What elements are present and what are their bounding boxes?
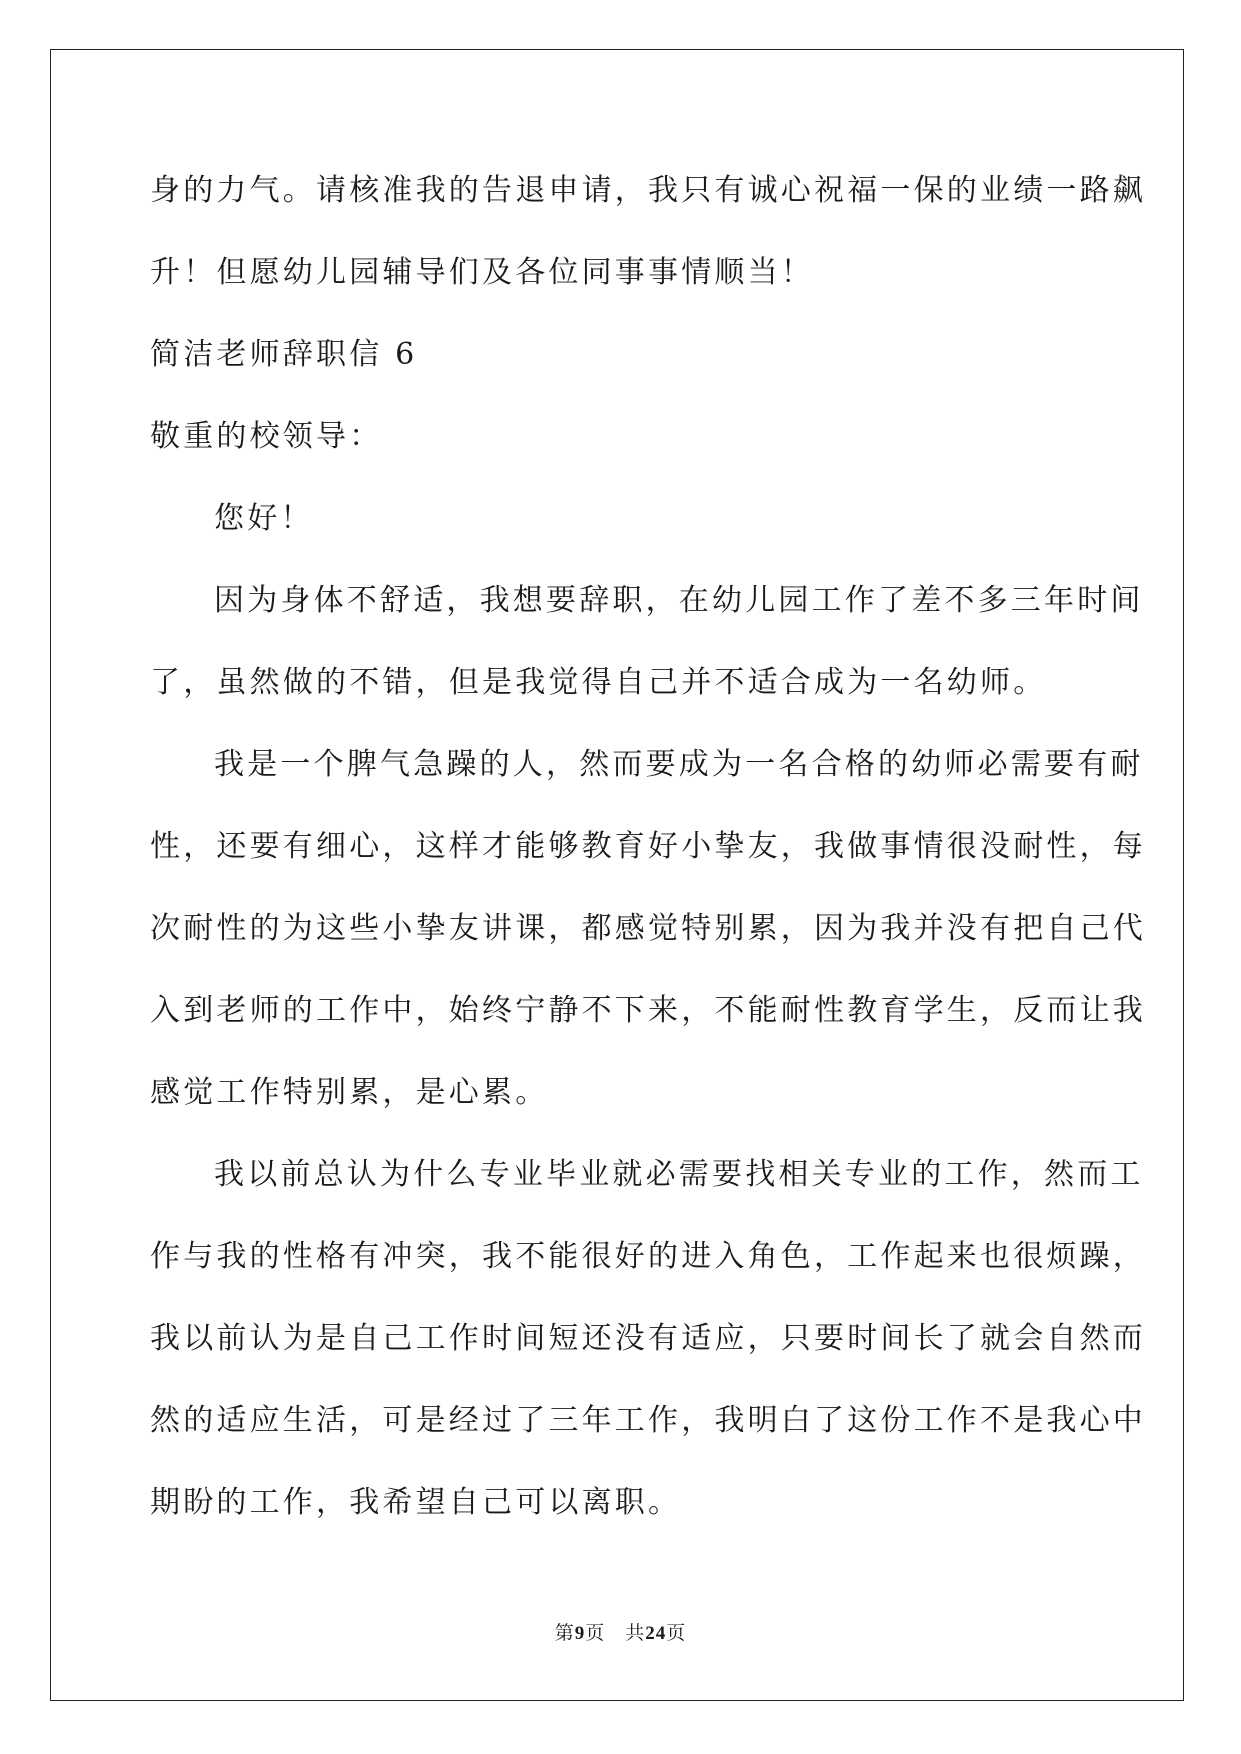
total-suffix: 页	[666, 1622, 687, 1644]
text-line: 我以前认为是自己工作时间短还没有适应，只要时间长了就会自然而	[150, 1321, 1146, 1356]
page-prefix: 第	[554, 1622, 575, 1644]
paragraph	[150, 740, 1146, 1150]
text-line: 性，还要有细心，这样才能够教育好小挚友，我做事情很没耐性，每	[150, 829, 1146, 864]
text-line: 入到老师的工作中，始终宁静不下来，不能耐性教育学生，反而让我	[150, 993, 1146, 1028]
text-line: 期盼的工作，我希望自己可以离职。	[150, 1485, 682, 1520]
text-line: 了，虽然做的不错，但是我觉得自己并不适合成为一名幼师。	[150, 665, 1047, 700]
section-heading	[150, 330, 1090, 412]
total-prefix: 共	[625, 1622, 646, 1644]
salutation	[150, 412, 1090, 494]
text-line: 因为身体不舒适，我想要辞职，在幼儿园工作了差不多三年时间	[214, 583, 1144, 618]
page-footer	[0, 1618, 1241, 1645]
greeting	[150, 494, 1090, 576]
text-line: 我以前总认为什么专业毕业就必需要找相关专业的工作，然而工	[214, 1157, 1144, 1192]
text-line: 我是一个脾气急躁的人，然而要成为一名合格的幼师必需要有耐	[214, 747, 1144, 782]
text-line: 您好！	[214, 501, 314, 536]
text-line: 作与我的性格有冲突，我不能很好的进入角色，工作起来也很烦躁，	[150, 1239, 1146, 1274]
text-line: 次耐性的为这些小挚友讲课，都感觉特别累，因为我并没有把自己代	[150, 911, 1146, 946]
text-line: 然的适应生活，可是经过了三年工作，我明白了这份工作不是我心中	[150, 1403, 1146, 1438]
heading-line: 简洁老师辞职信 6	[150, 337, 418, 372]
text-line: 升！但愿幼儿园辅导们及各位同事事情顺当！	[150, 255, 814, 290]
text-line: 感觉工作特别累，是心累。	[150, 1075, 549, 1110]
page-suffix: 页	[585, 1622, 606, 1644]
total-pages: 24	[645, 1623, 667, 1644]
text-line: 身的力气。请核准我的告退申请，我只有诚心祝福一保的业绩一路飙	[150, 173, 1146, 208]
paragraph	[150, 576, 1144, 740]
document-body	[150, 166, 1146, 1560]
page-number: 9	[574, 1623, 586, 1644]
paragraph	[150, 166, 1146, 330]
paragraph	[150, 1150, 1146, 1560]
text-line: 敬重的校领导：	[150, 419, 383, 454]
